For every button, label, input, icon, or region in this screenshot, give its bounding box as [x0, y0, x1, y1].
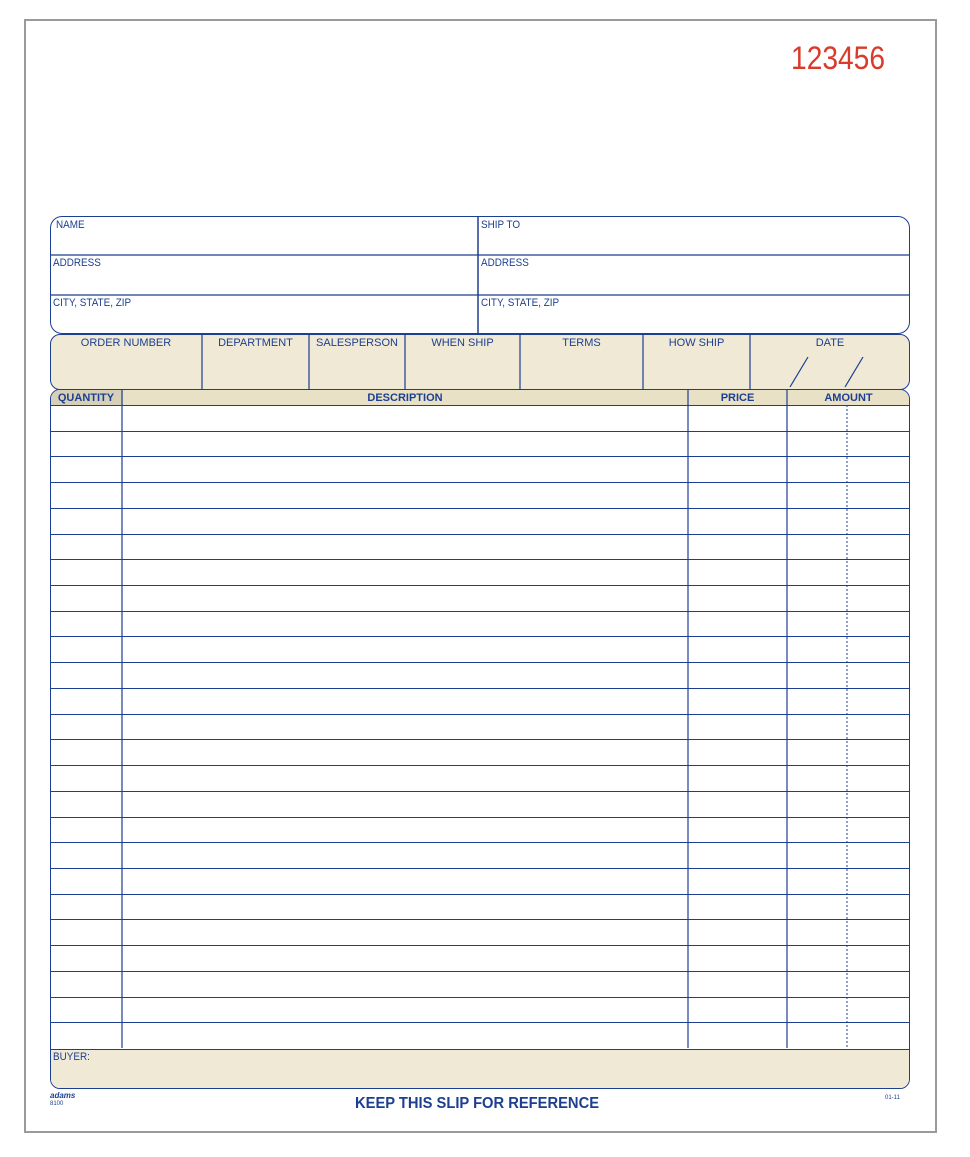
department-label: DEPARTMENT: [218, 337, 293, 349]
amount-header: AMOUNT: [824, 392, 873, 404]
order-number-label: ORDER NUMBER: [80, 337, 172, 349]
date-label: DATE: [815, 337, 845, 349]
brand-logo: adams: [50, 1091, 76, 1100]
buyer-label: BUYER:: [53, 1051, 90, 1063]
revision-code: 01-11: [885, 1095, 900, 1101]
keep-slip-note: KEEP THIS SLIP FOR REFERENCE: [355, 1095, 600, 1112]
ship-to-address-label: ADDRESS: [481, 257, 529, 269]
when-ship-label: WHEN SHIP: [431, 337, 494, 349]
salesperson-label: SALESPERSON: [316, 337, 398, 349]
form-serial-number: 123456: [791, 40, 885, 76]
name-label: NAME: [56, 219, 85, 231]
description-header: DESCRIPTION: [367, 392, 443, 404]
how-ship-label: HOW SHIP: [668, 337, 725, 349]
ship-to-label: SHIP TO: [481, 219, 521, 231]
quantity-header: QUANTITY: [57, 392, 115, 404]
address-label: ADDRESS: [53, 257, 101, 269]
price-header: PRICE: [720, 392, 755, 404]
terms-label: TERMS: [562, 337, 601, 349]
ship-to-city-state-zip-label: CITY, STATE, ZIP: [481, 297, 560, 309]
product-code: 8100: [50, 1101, 64, 1107]
city-state-zip-label: CITY, STATE, ZIP: [53, 297, 132, 309]
